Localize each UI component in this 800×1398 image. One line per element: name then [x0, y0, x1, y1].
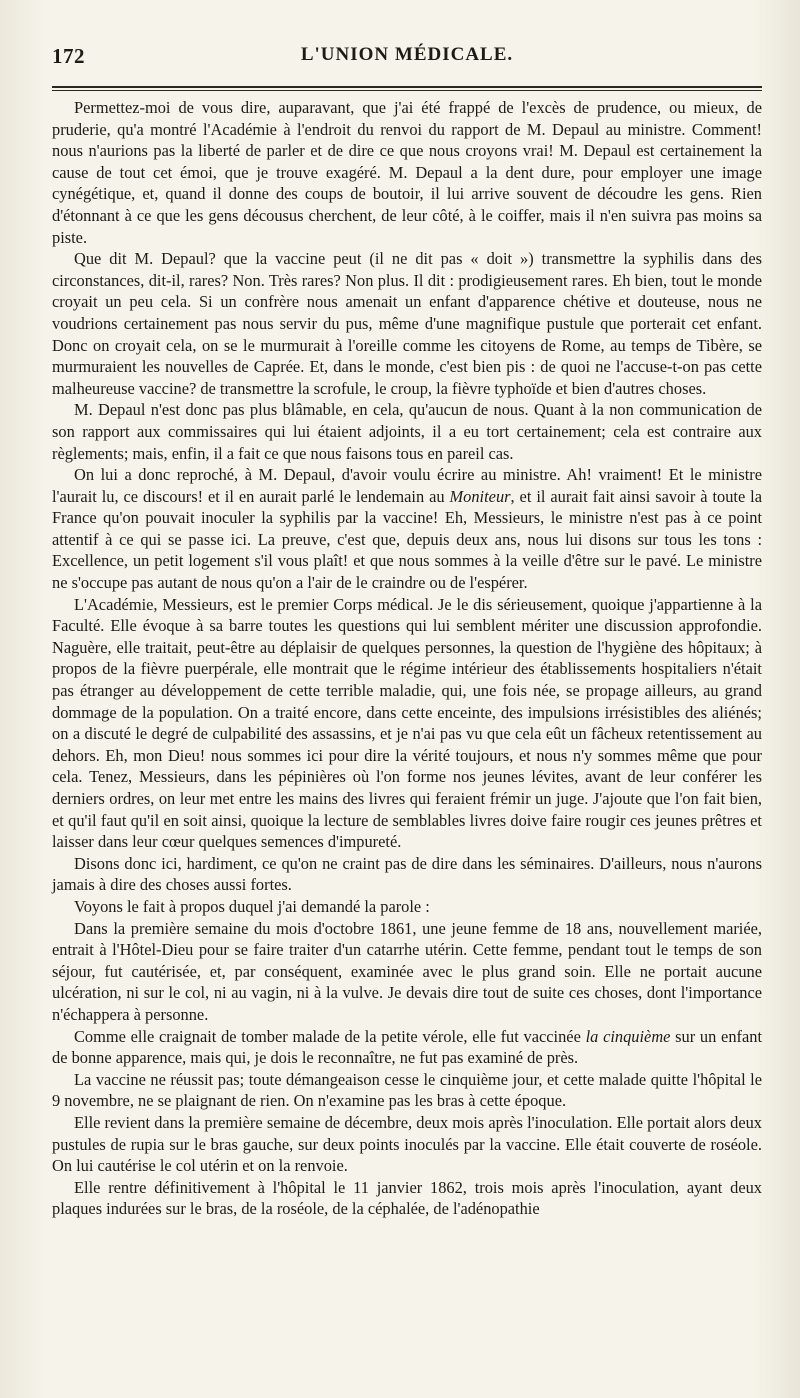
- emphasized-text: la cinquième: [585, 1026, 671, 1046]
- paragraph: Elle rentre définitivement à l'hôpital le 11 janvier 1862, trois mois après l'inoculation, ayant deux plaques indurées sur le bras, de la roséole, de la céphalée, de l'adénopathie: [52, 1177, 762, 1219]
- paragraph: Comme elle craignait de tomber malade de la petite vérole, elle fut vaccinée la cinquième sur un enfant de bonne apparence, mais qui, je dois le reconnaître, ne fut pas examiné de près.: [52, 1026, 763, 1068]
- paragraph: Voyons le fait à propos duquel j'ai demandé la parole :: [74, 896, 430, 916]
- page-header: [52, 38, 762, 82]
- paragraph: Disons donc ici, hardiment, ce qu'on ne craint pas de dire dans les séminaires. D'ailleurs, nous n'aurons jamais à dire des choses aussi fortes.: [52, 853, 762, 895]
- paragraph: L'Académie, Messieurs, est le premier Corps médical. Je le dis sérieusement, quoique j'appartienne à la Faculté. Elle évoque à sa barre toutes les questions qui lui semblent mériter une discussion approfondie. Naguère, elle traitait, peut-être au déplaisir de quelques personnes, la question de l'hygiène des hôpitaux; à propos de la fièvre puerpérale, elle montrait que le régime intérieur des établissements hospitaliers n'était pas étranger au développement de cette terrible maladie, qui, une fois née, se propage ailleurs, au grand dommage de la population. On a traité encore, dans cette enceinte, des impulsions irrésistibles des aliénés; on a discuté le degré de culpabilité des assassins, et je n'ai pas vu que cela eût un fâcheux retentissement au dehors. Eh, mon Dieu! nous sommes ici pour dire la vérité toujours, et nous n'y sommes même que pour cela. Tenez, Messieurs, dans les pépinières où l'on forme nos jeunes lévites, avant de leur conférer les derniers ordres, on leur met entre les mains des livres qui feraient frémir un juge. J'ajoute que l'on fait bien, et qu'il faut qu'il en soit ainsi, quoique la lecture de semblables livres doive faire rougir ces jeunes prêtres et laisser dans leur cœur quelques semences d'impureté.: [52, 594, 762, 852]
- page-number: 172: [52, 44, 85, 68]
- paragraph: Elle revient dans la première semaine de décembre, deux mois après l'inoculation. Elle portait alors deux pustules de rupia sur le bras gauche, sur deux points inoculés par la vaccine. Elle était couverte de roséole. On lui cautérise le col utérin et on la renvoie.: [52, 1112, 762, 1176]
- running-title: L'UNION MÉDICALE.: [300, 44, 514, 65]
- paragraph: Permettez-moi de vous dire, auparavant, que j'ai été frappé de l'excès de prudence, ou mieux, de pruderie, qu'a montré l'Académie à l'endroit du renvoi du rapport de M. Depaul au ministre. Comment! nous n'aurions pas la liberté de parler et de dire ce que nous croyons vrai! M. Depaul est certainement la cause de tout cet émoi, que je trouve exagéré. M. Depaul a la dent dure, pour employer une image cynégétique, et, quand il donne des coups de boutoir, il lui arrive souvent de découdre les gens. Rien d'étonnant à ce que les gens décousus cherchent, de leur côté, à le coiffer, mais il n'en suivra pas moins sa piste.: [52, 98, 762, 247]
- paragraph: M. Depaul n'est donc pas plus blâmable, en cela, qu'aucun de nous. Quant à la non communication de son rapport aux commissaires qui lui étaient adjoints, il a eu tort certainement; cela est contraire aux règlements; mais, enfin, il a fait ce que nous faisons tous en pareil cas.: [52, 400, 762, 463]
- paragraph: Que dit M. Depaul? que la vaccine peut (il ne dit pas « doit ») transmettre la syphilis dans des circonstances, dit-il, rares? Non. Très rares? Non plus. Il dit : prodigieusement rares. Eh bien, tout le monde croyait un peu cela. Si un confrère nous amenait un enfant d'apparence chétive et douteuse, nous ne voudrions certainement pas nous servir du pus, même d'une magnifique pustule que porterait cet enfant. Donc on croyait cela, on se le murmurait à l'oreille comme les citoyens de Rome, au temps de Tibère, se murmuraient les nouvelles de Caprée. Et, dans le monde, c'est bien pis : de quoi ne l'accuse-t-on pas cette malheureuse vaccine? de transmettre la scrofule, le croup, la fièvre typhoïde et bien d'autres choses.: [52, 249, 762, 398]
- article-body: [52, 97, 762, 1220]
- emphasized-text: Moniteur: [449, 486, 511, 506]
- header-rule: [52, 86, 762, 88]
- header-rule-thin: [52, 90, 762, 91]
- paragraph: La vaccine ne réussit pas; toute démangeaison cesse le cinquième jour, et cette malade quitte l'hôpital le 9 novembre, ne se plaignant de rien. On n'examine pas les bras à cette époque.: [52, 1069, 762, 1111]
- paragraph: Dans la première semaine du mois d'octobre 1861, une jeune femme de 18 ans, nouvellement mariée, entrait à l'Hôtel-Dieu pour se faire traiter d'un catarrhe utérin. Cette femme, pendant tout le temps de son séjour, fut cautérisée, et, par conséquent, examinée avec le plus grand soin. Elle ne portait aucune ulcération, ni sur le col, ni au vagin, ni à la vulve. Je devais dire tout de suite ces choses, dont l'importance n'échappera à personne.: [52, 918, 762, 1024]
- paragraph: On lui a donc reproché, à M. Depaul, d'avoir voulu écrire au ministre. Ah! vraiment! Et le ministre l'aurait lu, ce discours! et il en aurait parlé le lendemain au Moniteur, et il aurait fait ainsi savoir à toute la France qu'on pouvait inoculer la syphilis par la vaccine! Eh, Messieurs, le ministre n'est pas à ce point attentif à ce qui se passe ici. La preuve, c'est que, depuis deux ans, nous lui disons sur tous les tons : Excellence, un petit logement s'il vous plaît! et que nous sommes à la veille d'être sur le pavé. Le ministre ne s'occupe pas autant de nous qu'on a l'air de le craindre ou de l'espérer.: [52, 465, 762, 593]
